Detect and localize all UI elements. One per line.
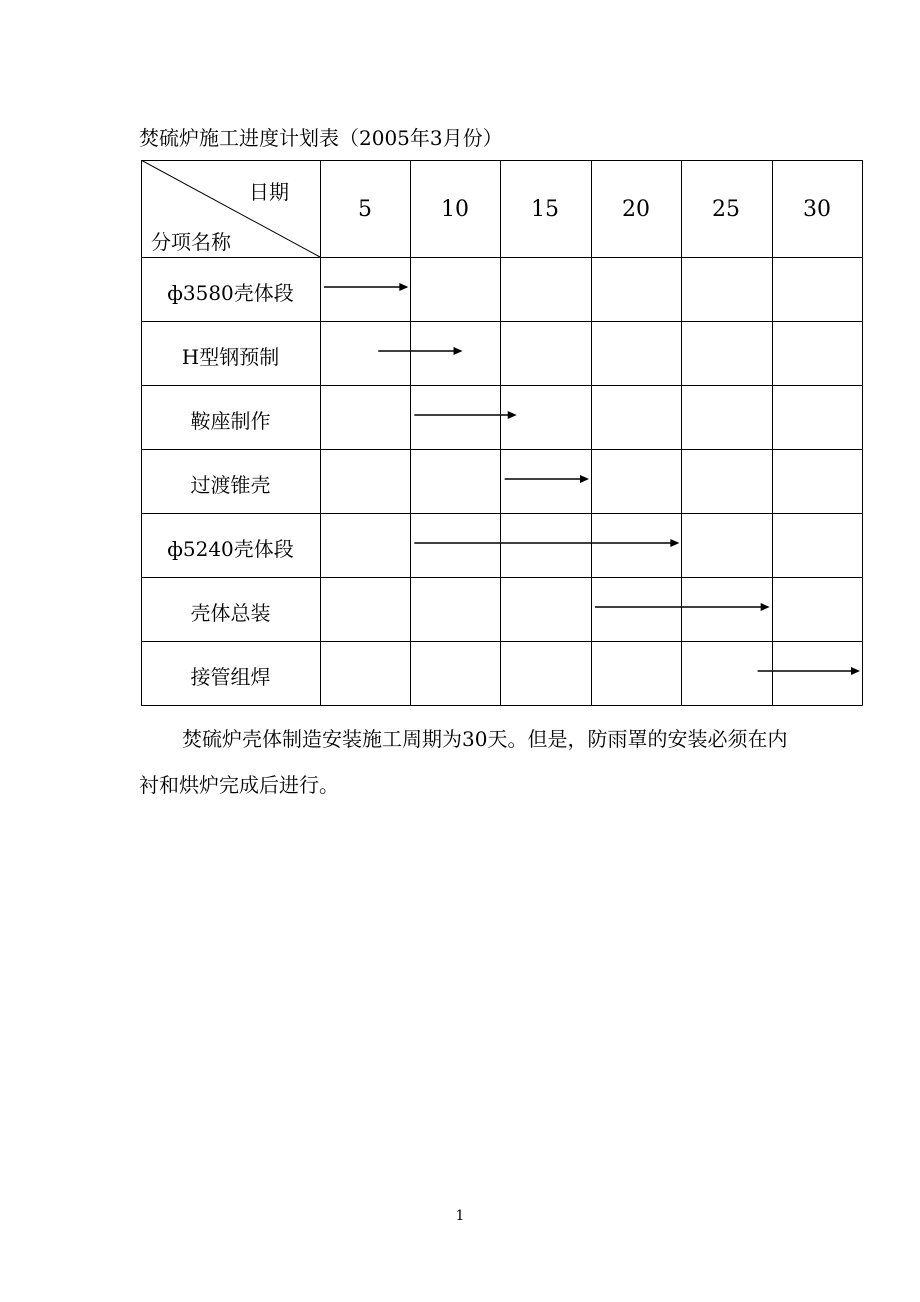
page-number: 1: [455, 1208, 465, 1224]
arrow-head-icon: [670, 539, 679, 547]
day-column-10: 10: [441, 197, 469, 222]
arrow-head-icon: [851, 667, 860, 675]
day-column-5: 5: [358, 197, 372, 222]
arrow-head-icon: [580, 475, 589, 483]
task-label: ф3580壳体段: [167, 281, 294, 305]
header-item-label: 分项名称: [151, 230, 231, 254]
task-label: H型钢预制: [181, 345, 280, 369]
task-label: 过渡锥壳: [190, 473, 271, 497]
arrow-head-icon: [508, 411, 517, 419]
task-label: 接管组焊: [190, 665, 271, 689]
body-paragraph: 焚硫炉壳体制造安装施工周期为30天。但是，防雨罩的安装必须在内衬和烘炉完成后进行。: [139, 727, 788, 797]
arrow-head-icon: [454, 347, 463, 355]
arrow-head-icon: [399, 283, 408, 291]
task-label: 鞍座制作: [190, 409, 271, 433]
task-label: ф5240壳体段: [167, 537, 294, 561]
document-title: 焚硫炉施工进度计划表（2005年3月份）: [139, 126, 503, 150]
schedule-table: [141, 160, 863, 706]
task-label: 壳体总装: [190, 601, 271, 625]
arrow-head-icon: [761, 603, 770, 611]
day-column-25: 25: [712, 197, 740, 222]
day-column-20: 20: [622, 197, 650, 222]
day-column-30: 30: [803, 197, 831, 222]
day-column-15: 15: [531, 197, 559, 222]
header-date-label: 日期: [249, 180, 289, 204]
